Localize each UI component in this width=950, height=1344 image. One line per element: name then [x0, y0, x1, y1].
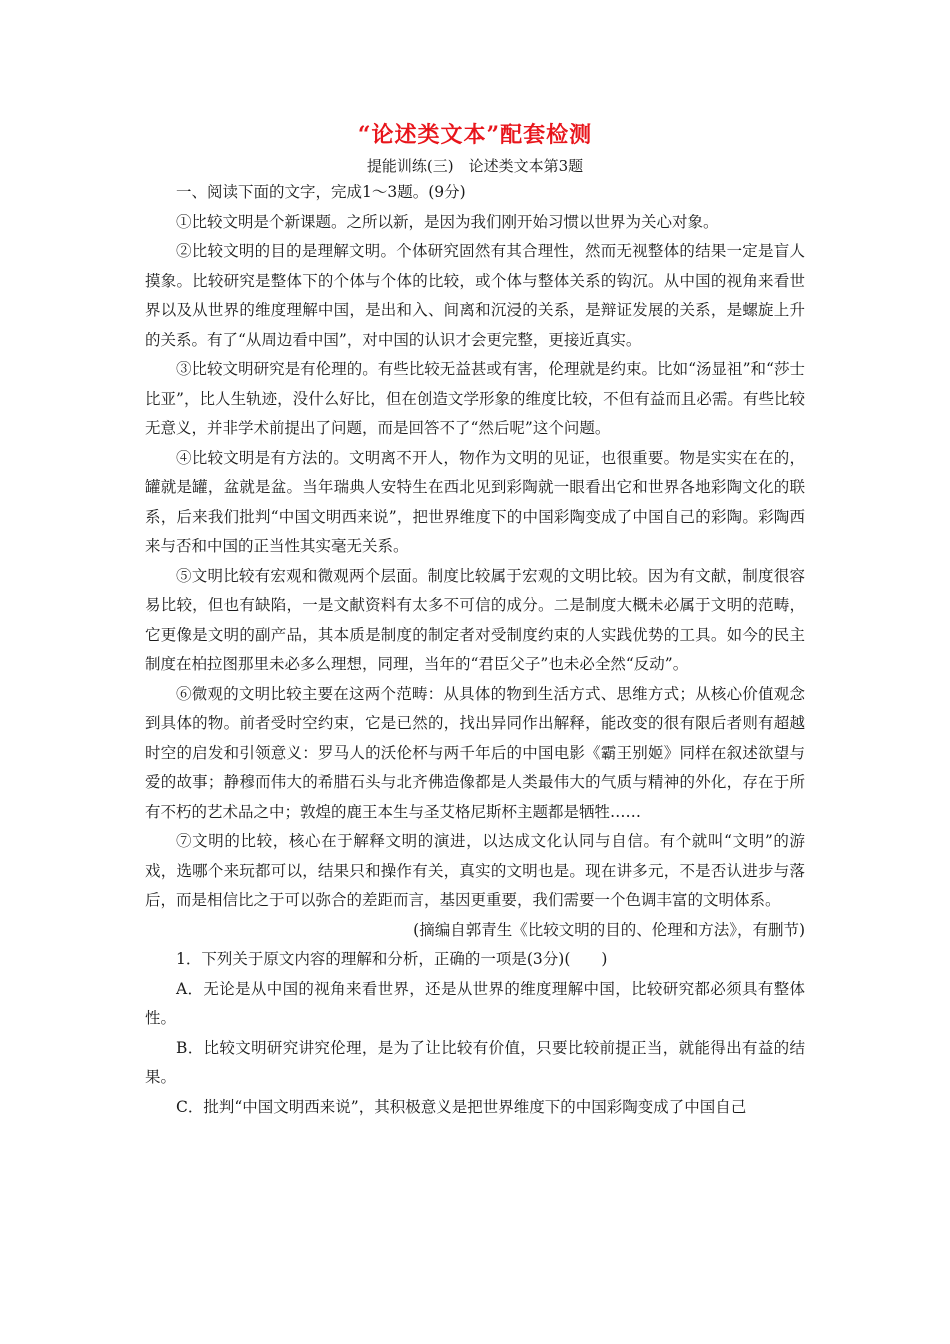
paragraph-4: ④比较文明是有方法的。文明离不开人，物作为文明的见证，也很重要。物是实实在在的，罐就是罐，盆就是盆。当年瑞典人安特生在西北见到彩陶就一眼看出它和世界各地彩陶文化的联系，后来我们批判“中国文明西来说”，把世界维度下的中国彩陶变成了中国自己的彩陶。彩陶西来与否和中国的正当性其实毫无关系。: [145, 448, 805, 555]
paragraph-3: ③比较文明研究是有伦理的。有些比较无益甚或有害，伦理就是约束。比如“汤显祖”和“莎士比亚”，比人生轨迹，没什么好比，但在创造文学形象的维度比较，不但有益而且必需。有些比较无意义，并非学术前提出了问题，而是回答不了“然后呢”这个问题。: [145, 360, 805, 437]
option-c: C．批判“中国文明西来说”，其积极意义是把世界维度下的中国彩陶变成了中国自己: [176, 1097, 747, 1116]
paragraph-2: ②比较文明的目的是理解文明。个体研究固然有其合理性，然而无视整体的结果一定是盲人摸象。比较研究是整体下的个体与个体的比较，或个体与整体关系的钩沉。从中国的视角来看世界以及从世界的维度理解中国，是出和入、间离和沉浸的关系，是辩证发展的关系，是螺旋上升的关系。有了“从周边看中国”，对中国的认识才会更完整，更接近真实。: [145, 242, 805, 349]
question-stem: 1．下列关于原文内容的理解和分析，正确的一项是(3分)( ): [176, 950, 608, 968]
option-a: A．无论是从中国的视角来看世界，还是从世界的维度理解中国，比较研究都必须具有整体性。: [145, 979, 805, 1027]
source-note: (摘编自郭青生《比较文明的目的、伦理和方法》，有删节): [413, 920, 805, 939]
paragraph-1: ①比较文明是个新课题。之所以新，是因为我们刚开始习惯以世界为关心对象。: [176, 212, 719, 231]
instruction: 一、阅读下面的文字，完成1～3题。(9分): [176, 183, 466, 201]
document-page: [145, 120, 805, 1122]
document-subtitle: 提能训练(三) 论述类文本第3题: [366, 157, 584, 175]
paragraph-7: ⑦文明的比较，核心在于解释文明的演进，以达成文化认同与自信。有个就叫“文明”的游戏，选哪个来玩都可以，结果只和操作有关，真实的文明也是。现在讲多元，不是否认进步与落后，而是相信比之于可以弥合的差距而言，基因更重要，我们需要一个色调丰富的文明体系。: [145, 832, 805, 909]
paragraph-5: ⑤文明比较有宏观和微观两个层面。制度比较属于宏观的文明比较。因为有文献，制度很容易比较，但也有缺陷，一是文献资料有太多不可信的成分。二是制度大概未必属于文明的范畴，它更像是文明的副产品，其本质是制度的制定者对受制度约束的人实践优势的工具。如今的民主制度在柏拉图那里未必多么理想，同理，当年的“君臣父子”也未必全然“反动”。: [145, 566, 805, 673]
option-b: B．比较文明研究讲究伦理，是为了让比较有价值，只要比较前提正当，就能得出有益的结果。: [145, 1038, 805, 1086]
document-title: “论述类文本”配套检测: [357, 122, 593, 148]
paragraph-6: ⑥微观的文明比较主要在这两个范畴：从具体的物到生活方式、思维方式；从核心价值观念到具体的物。前者受时空约束，它是已然的，找出异同作出解释，能改变的很有限后者则有超越时空的启发和引领意义：罗马人的沃伦杯与两千年后的中国电影《霸王别姬》同样在叙述欲望与爱的故事；静穆而伟大的希腊石头与北齐佛造像都是人类最伟大的气质与精神的外化，存在于所有不朽的艺术品之中；敦煌的鹿王本生与圣艾格尼斯杯主题都是牺牲……: [145, 684, 805, 821]
